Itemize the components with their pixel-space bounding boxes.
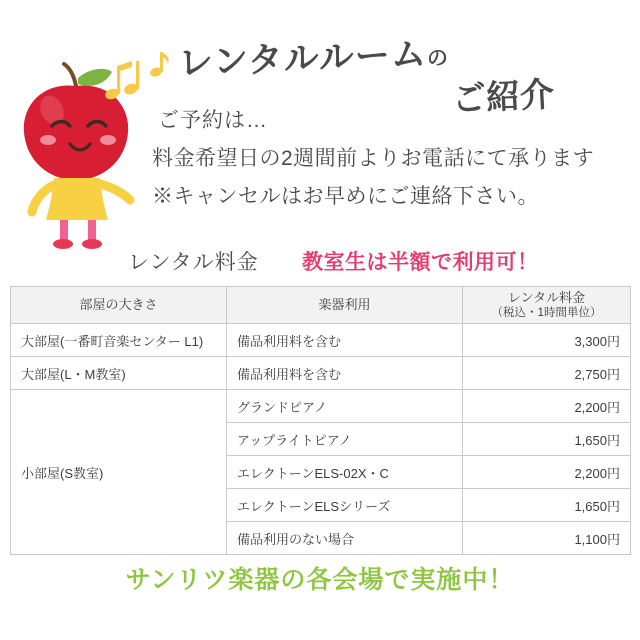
header-instrument: 楽器利用 bbox=[227, 287, 463, 324]
header-room-size: 部屋の大きさ bbox=[11, 287, 227, 324]
cell-room: 大部屋(L・M教室) bbox=[11, 357, 227, 390]
reservation-phone-text: 料金希望日の2週間前よりお電話にて承ります bbox=[152, 147, 595, 170]
page-subtitle: ご紹介 bbox=[451, 75, 556, 119]
cell-fee: 1,100円 bbox=[463, 522, 631, 555]
cell-fee: 1,650円 bbox=[463, 489, 631, 522]
table-header-row bbox=[11, 287, 631, 324]
cell-fee: 1,650円 bbox=[463, 423, 631, 456]
header-rental-fee bbox=[463, 287, 631, 324]
header-rental-fee-main: レンタル料金 bbox=[507, 289, 586, 305]
fee-table-wrapper bbox=[10, 286, 630, 555]
half-price-note: 教室生は半額で利用可！ bbox=[302, 251, 539, 274]
cell-room: 大部屋(一番町音楽センター L1) bbox=[11, 324, 227, 357]
cell-instrument: アップライトピアノ bbox=[227, 423, 463, 456]
rental-fee-label: レンタル料金 bbox=[128, 251, 259, 274]
cell-fee: 2,750円 bbox=[463, 357, 631, 390]
cell-instrument: グランドピアノ bbox=[227, 390, 463, 423]
cell-fee: 2,200円 bbox=[463, 390, 631, 423]
table-row bbox=[11, 390, 631, 423]
cancellation-note-text: ※キャンセルはお早めにご連絡下さい。 bbox=[152, 185, 539, 208]
reservation-intro-text: ご予約は… bbox=[158, 109, 268, 132]
cell-instrument: 備品利用料を含む bbox=[227, 324, 463, 357]
cell-fee: 3,300円 bbox=[463, 324, 631, 357]
section-labels bbox=[0, 246, 640, 282]
cell-instrument: エレクトーンELSシリーズ bbox=[227, 489, 463, 522]
cell-instrument: 備品利用のない場合 bbox=[227, 522, 463, 555]
footer-banner: サンリツ楽器の各会場で実施中！ bbox=[125, 566, 515, 594]
page-title-text: レンタルルーム bbox=[177, 34, 428, 83]
fee-table-body bbox=[11, 324, 631, 555]
fee-table bbox=[10, 286, 631, 555]
header-section bbox=[0, 0, 640, 236]
header-rental-fee-sub: （税込・1時間単位） bbox=[491, 306, 602, 319]
page-title bbox=[177, 26, 450, 86]
cell-fee: 2,200円 bbox=[463, 456, 631, 489]
fee-table-head bbox=[11, 287, 631, 324]
cell-instrument: エレクトーンELS-02X・C bbox=[227, 456, 463, 489]
page-title-particle: の bbox=[426, 46, 450, 71]
table-row bbox=[11, 357, 631, 390]
table-row bbox=[11, 324, 631, 357]
cell-room-small: 小部屋(S教室) bbox=[11, 390, 227, 555]
cell-instrument: 備品利用料を含む bbox=[227, 357, 463, 390]
